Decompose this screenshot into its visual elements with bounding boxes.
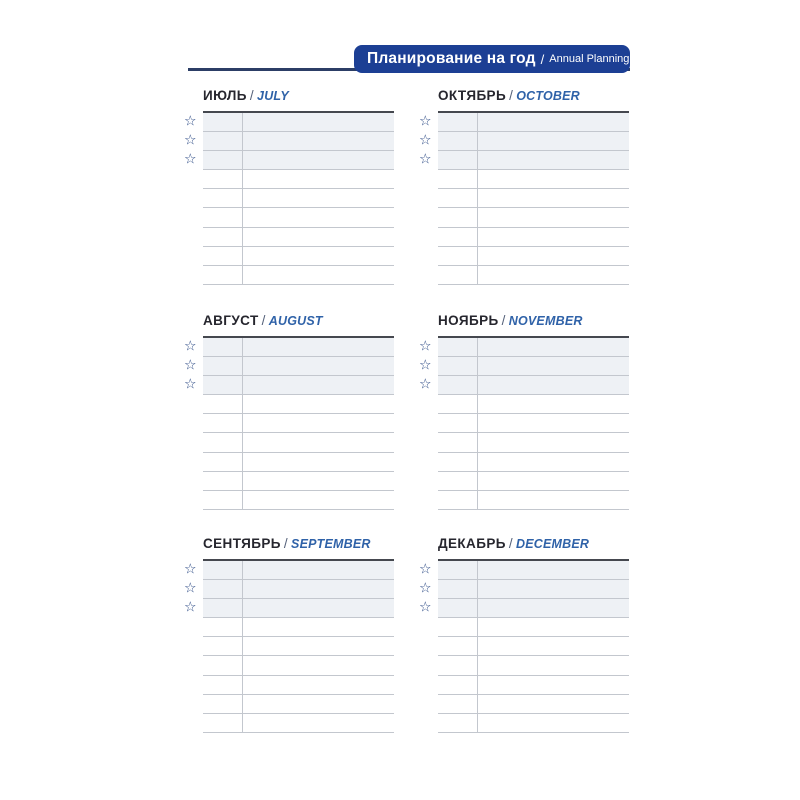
note-cell	[243, 357, 394, 375]
date-cell	[203, 170, 243, 188]
date-cell	[203, 433, 243, 451]
month-name-en: DECEMBER	[515, 537, 590, 551]
page-title-badge	[354, 45, 630, 73]
date-cell	[203, 714, 243, 732]
table-row	[438, 266, 629, 285]
date-cell	[203, 376, 243, 394]
note-cell	[478, 656, 629, 674]
month-title	[438, 536, 630, 552]
date-cell	[203, 395, 243, 413]
month-name-ru: СЕНТЯБРЬ	[203, 536, 281, 551]
note-cell	[243, 695, 394, 713]
note-cell	[478, 714, 629, 732]
note-cell	[478, 637, 629, 655]
table-row	[203, 637, 394, 656]
month-name-ru: ИЮЛЬ	[203, 88, 247, 103]
table-row	[203, 208, 394, 227]
month-title	[438, 88, 630, 104]
date-cell	[438, 170, 478, 188]
table-row	[184, 376, 394, 395]
table-row	[184, 580, 394, 599]
note-cell	[478, 151, 629, 169]
table-row	[203, 714, 394, 733]
star-icon: ☆	[184, 113, 197, 130]
month-title-slash: /	[508, 536, 513, 551]
note-cell	[478, 580, 629, 598]
date-cell	[438, 189, 478, 207]
note-cell	[243, 113, 394, 131]
table-row	[203, 472, 394, 491]
note-cell	[478, 132, 629, 150]
date-cell	[203, 561, 243, 579]
note-cell	[478, 618, 629, 636]
date-cell	[438, 151, 478, 169]
date-cell	[438, 228, 478, 246]
star-icon: ☆	[184, 338, 197, 355]
table-row	[438, 695, 629, 714]
table-row	[438, 228, 629, 247]
planning-table	[184, 559, 394, 733]
note-cell	[478, 491, 629, 509]
month-title-slash: /	[283, 536, 289, 551]
table-row	[438, 414, 629, 433]
table-row	[203, 676, 394, 695]
date-cell	[203, 599, 243, 617]
date-cell	[438, 433, 478, 451]
date-cell	[203, 189, 243, 207]
date-cell	[438, 599, 478, 617]
table-row	[438, 395, 629, 414]
date-cell	[203, 228, 243, 246]
month-section-august	[184, 313, 395, 510]
planning-table	[419, 336, 629, 510]
date-cell	[438, 618, 478, 636]
note-cell	[478, 453, 629, 471]
date-cell	[438, 561, 478, 579]
date-cell	[438, 637, 478, 655]
date-cell	[438, 453, 478, 471]
table-row	[438, 433, 629, 452]
planning-table	[419, 111, 629, 285]
planning-table	[184, 336, 394, 510]
note-cell	[478, 189, 629, 207]
note-cell	[478, 376, 629, 394]
note-cell	[478, 228, 629, 246]
table-row	[184, 357, 394, 376]
note-cell	[243, 714, 394, 732]
date-cell	[203, 491, 243, 509]
page-title-en: Annual Planning	[549, 53, 630, 65]
note-cell	[243, 472, 394, 490]
month-name-en: NOVEMBER	[508, 314, 583, 328]
month-name-en: JULY	[257, 89, 289, 103]
table-row	[184, 132, 394, 151]
note-cell	[478, 357, 629, 375]
star-icon: ☆	[184, 357, 197, 374]
date-cell	[203, 618, 243, 636]
date-cell	[438, 266, 478, 284]
date-cell	[438, 395, 478, 413]
date-cell	[438, 580, 478, 598]
date-cell	[203, 357, 243, 375]
note-cell	[243, 618, 394, 636]
date-cell	[203, 472, 243, 490]
table-row	[438, 656, 629, 675]
note-cell	[478, 170, 629, 188]
note-cell	[243, 376, 394, 394]
page-title-ru: Планирование на год	[367, 50, 536, 67]
table-row	[203, 395, 394, 414]
table-row	[419, 376, 629, 395]
date-cell	[438, 357, 478, 375]
date-cell	[203, 151, 243, 169]
note-cell	[478, 113, 629, 131]
date-cell	[438, 414, 478, 432]
note-cell	[243, 170, 394, 188]
star-icon: ☆	[419, 376, 432, 393]
table-row	[419, 580, 629, 599]
table-row	[419, 113, 629, 132]
month-section-october	[419, 88, 630, 285]
note-cell	[243, 580, 394, 598]
star-icon: ☆	[184, 599, 197, 616]
table-row	[203, 433, 394, 452]
star-icon: ☆	[419, 151, 432, 168]
star-icon: ☆	[419, 113, 432, 130]
date-cell	[438, 132, 478, 150]
table-row	[184, 151, 394, 170]
note-cell	[243, 132, 394, 150]
note-cell	[478, 561, 629, 579]
date-cell	[203, 637, 243, 655]
month-name-en: SEPTEMBER	[291, 537, 371, 551]
star-icon: ☆	[184, 376, 197, 393]
note-cell	[243, 656, 394, 674]
note-cell	[243, 189, 394, 207]
date-cell	[203, 247, 243, 265]
month-title-slash: /	[509, 88, 514, 103]
note-cell	[243, 453, 394, 471]
table-row	[438, 472, 629, 491]
star-icon: ☆	[419, 132, 432, 149]
table-row	[203, 189, 394, 208]
note-cell	[478, 208, 629, 226]
month-title	[203, 88, 395, 104]
note-cell	[243, 208, 394, 226]
star-icon: ☆	[419, 357, 432, 374]
table-row	[438, 453, 629, 472]
table-row	[203, 247, 394, 266]
table-row	[203, 414, 394, 433]
table-row	[419, 132, 629, 151]
note-cell	[478, 395, 629, 413]
date-cell	[438, 491, 478, 509]
star-icon: ☆	[184, 132, 197, 149]
date-cell	[438, 656, 478, 674]
planning-table	[184, 111, 394, 285]
month-section-december	[419, 536, 630, 733]
table-row	[203, 695, 394, 714]
note-cell	[243, 266, 394, 284]
star-icon: ☆	[184, 151, 197, 168]
note-cell	[243, 247, 394, 265]
note-cell	[243, 414, 394, 432]
table-row	[419, 561, 629, 580]
note-cell	[243, 599, 394, 617]
month-name-ru: ОКТЯБРЬ	[438, 88, 507, 103]
date-cell	[438, 247, 478, 265]
date-cell	[438, 472, 478, 490]
table-row	[203, 453, 394, 472]
month-title-slash: /	[501, 313, 506, 328]
table-row	[438, 618, 629, 637]
table-row	[438, 170, 629, 189]
note-cell	[478, 247, 629, 265]
month-name-ru: ДЕКАБРЬ	[438, 536, 506, 551]
month-name-ru: НОЯБРЬ	[438, 313, 499, 328]
date-cell	[438, 376, 478, 394]
note-cell	[478, 266, 629, 284]
date-cell	[203, 338, 243, 356]
table-row	[203, 228, 394, 247]
note-cell	[243, 637, 394, 655]
star-icon: ☆	[184, 561, 197, 578]
month-title-slash: /	[249, 88, 255, 103]
table-row	[203, 491, 394, 510]
note-cell	[478, 695, 629, 713]
month-name-en: AUGUST	[268, 314, 323, 328]
note-cell	[243, 338, 394, 356]
date-cell	[203, 695, 243, 713]
date-cell	[203, 113, 243, 131]
date-cell	[203, 132, 243, 150]
month-section-july	[184, 88, 395, 285]
date-cell	[438, 338, 478, 356]
note-cell	[478, 472, 629, 490]
note-cell	[243, 395, 394, 413]
month-name-en: OCTOBER	[516, 89, 580, 103]
note-cell	[243, 676, 394, 694]
table-row	[438, 491, 629, 510]
note-cell	[243, 151, 394, 169]
star-icon: ☆	[419, 580, 432, 597]
table-row	[184, 113, 394, 132]
date-cell	[438, 714, 478, 732]
date-cell	[203, 580, 243, 598]
month-section-september	[184, 536, 395, 733]
month-title	[438, 313, 630, 329]
table-row	[184, 561, 394, 580]
table-row	[203, 170, 394, 189]
month-name-ru: АВГУСТ	[203, 313, 259, 328]
table-row	[438, 247, 629, 266]
note-cell	[243, 561, 394, 579]
date-cell	[203, 656, 243, 674]
table-row	[184, 599, 394, 618]
table-row	[419, 151, 629, 170]
month-title	[203, 536, 395, 552]
star-icon: ☆	[419, 338, 432, 355]
table-row	[419, 357, 629, 376]
note-cell	[478, 676, 629, 694]
date-cell	[438, 113, 478, 131]
star-icon: ☆	[184, 580, 197, 597]
note-cell	[478, 338, 629, 356]
table-row	[438, 714, 629, 733]
month-section-november	[419, 313, 630, 510]
table-row	[438, 676, 629, 695]
note-cell	[478, 599, 629, 617]
table-row	[438, 637, 629, 656]
month-title-slash: /	[261, 313, 266, 328]
table-row	[203, 266, 394, 285]
table-row	[203, 656, 394, 675]
table-row	[438, 189, 629, 208]
planning-table	[419, 559, 629, 733]
page-title-separator: /	[540, 51, 545, 67]
date-cell	[203, 208, 243, 226]
star-icon: ☆	[419, 599, 432, 616]
date-cell	[438, 208, 478, 226]
note-cell	[243, 228, 394, 246]
date-cell	[203, 266, 243, 284]
date-cell	[438, 676, 478, 694]
table-row	[419, 599, 629, 618]
table-row	[203, 618, 394, 637]
table-row	[419, 338, 629, 357]
note-cell	[243, 491, 394, 509]
table-row	[438, 208, 629, 227]
note-cell	[478, 433, 629, 451]
month-title	[203, 313, 395, 329]
date-cell	[438, 695, 478, 713]
note-cell	[478, 414, 629, 432]
table-row	[184, 338, 394, 357]
note-cell	[243, 433, 394, 451]
date-cell	[203, 414, 243, 432]
date-cell	[203, 453, 243, 471]
date-cell	[203, 676, 243, 694]
star-icon: ☆	[419, 561, 432, 578]
